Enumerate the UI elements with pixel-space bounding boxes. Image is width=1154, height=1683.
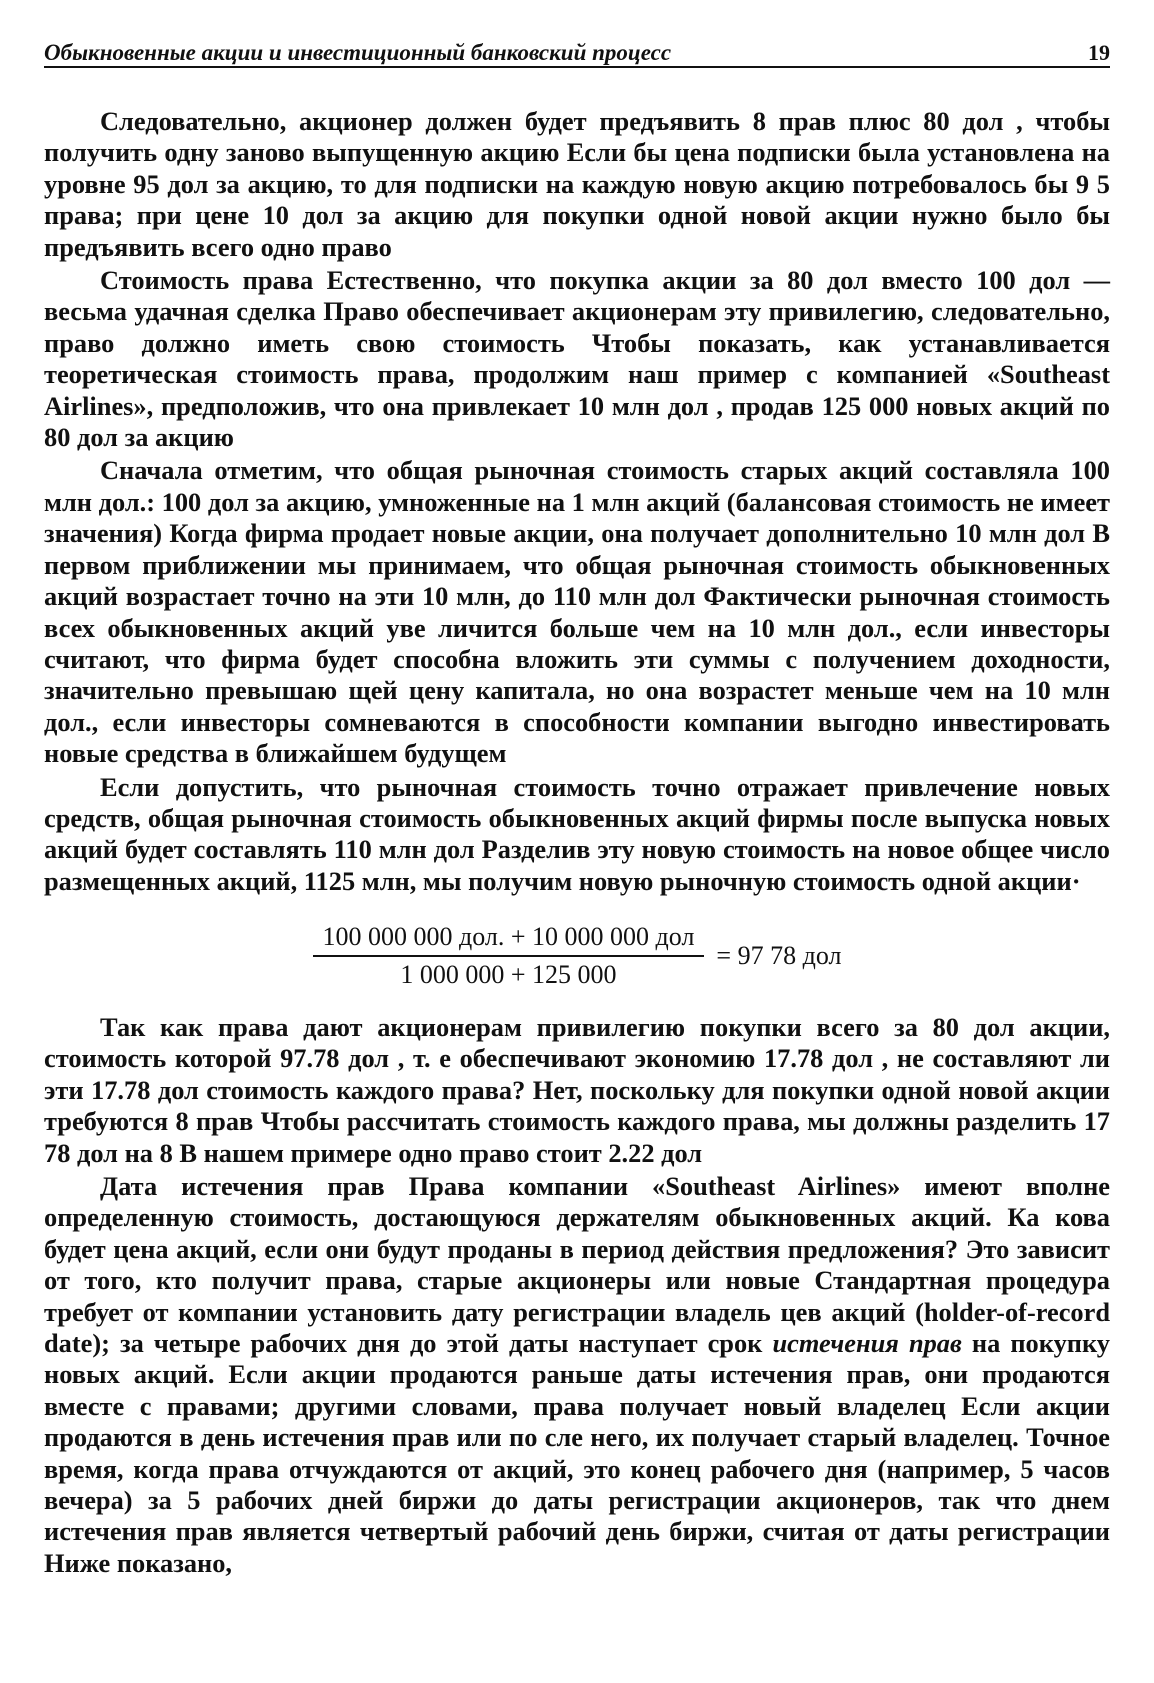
paragraph-text: Сначала отметим, что общая рыночная стоимость старых акций составляла 100 млн дол.: 100 дол за акцию, умноженные на 1 млн акций (балансовая стоимость не имеет значения) Когда фирма продает новые акции, она получает дополнительно 10 млн дол В первом приближении мы принимаем, что общая рыночная стоимость обыкновенных акций возрастает точно на эти 10 млн, до 110 млн дол Фактически рыночная стоимость всех обыкновенных акций уве личится больше чем на 10 млн дол., если инвесторы считают, что фирма будет способна вложить эти суммы с получением доходности, значительно превышаю щей цену капитала, но она возрастет меньше чем на 10 млн дол., если инвесторы сомневаются в способности компании выгодно инвестировать новые средства в ближайшем будущем: [44, 455, 1110, 769]
paragraph: [44, 1012, 1110, 1169]
italic-term: истечения прав: [772, 1328, 962, 1359]
fraction: [313, 921, 705, 990]
paragraph-text: Естественно, что покупка акции за 80 дол вместо 100 дол — весьма удачная сделка Право обеспечивает акционерам эту привилегию, следовательно, право должно иметь свою стоимость Чтобы показать, как устанавливается теоретическая стоимость права, продолжим наш пример с компанией «Southeast Airlines», предположив, что она привлекает 10 млн дол , продав 125 000 новых акций по 80 дол за акцию: [44, 265, 1111, 453]
paragraph: [44, 772, 1110, 898]
page-number: 19: [1088, 40, 1110, 65]
body-text: [44, 106, 1110, 1579]
paragraph-text: на покупку новых акций. Если акции продаются раньше даты истечения прав, они продаются вместе с правами; другими словами, права получает новый владелец Если акции продаются в день истечения прав или по сле него, их получает старый владелец. Точное время, когда права отчуждаются от акций, это конец рабочего дня (например, 5 часов вечера) за 5 рабочих дней биржи до даты регистрации акционеров, так что днем истечения прав является четвертый рабочий день биржи, считая от даты регистрации Ниже показано,: [44, 1328, 1110, 1578]
paragraph-text: Если допустить, что рыночная стоимость точно отражает привлечение новых средств, общая рыночная стоимость обыкновенных акций фирмы после выпуска новых акций будет составлять 110 млн дол Разделив эту новую стоимость на новое общее число размещенных акций, 1125 млн, мы получим новую рыночную стоимость одной акции·: [44, 771, 1110, 896]
running-header: [44, 30, 1110, 68]
paragraph: [44, 265, 1110, 453]
page: [44, 30, 1110, 1581]
paragraph: [44, 106, 1110, 263]
paragraph: [44, 1171, 1110, 1579]
paragraph-lead: Дата истечения прав: [100, 1171, 385, 1201]
fraction-numerator: 100 000 000 дол. + 10 000 000 дол: [313, 921, 705, 956]
paragraph: [44, 455, 1110, 769]
running-title: Обыкновенные акции и инвестиционный банковский процесс: [44, 40, 672, 65]
paragraph-lead: Стоимость права: [100, 265, 314, 296]
formula: [44, 921, 1110, 990]
paragraph-text: Так как права дают акционерам привилегию покупки всего за 80 дол акции, стоимость которой 97.78 дол , т. е обеспечивают экономию 17.78 дол , не составляют ли эти 17.78 дол стоимость каждого права? Нет, поскольку для покупки одной новой акции требуются 8 прав Чтобы рассчитать стоимость каждого права, мы должны разделить 17 78 дол на 8 В нашем примере одно право стоит 2.22 дол: [44, 1011, 1110, 1168]
fraction-denominator: 1 000 000 + 125 000: [400, 959, 617, 989]
paragraph-text: Следовательно, акционер должен будет предъявить 8 прав плюс 80 дол , чтобы получить одну заново выпущенную акцию Если бы цена подписки была установлена на уровне 95 дол за акцию, то для подписки на каждую новую акцию потребовалось бы 9 5 права; при цене 10 дол за акцию для покупки одной новой акции нужно было бы предъявить всего одно право: [44, 106, 1110, 262]
paragraph-text: Права компании «Southeast Airlines» имеют вполне определенную стоимость, достающуюся держателям обыкновенных акций. Ка кова будет цена акций, если они будут проданы в период действия предложения? Это зависит от того, кто получит права, старые акционеры или новые Стандартная процедура требует от компании установить дату регистрации владель цев акций (holder-of-record date); за четыре рабочих дня до этой даты наступает срок: [44, 1171, 1110, 1359]
formula-result: = 97 78 дол: [716, 940, 842, 970]
